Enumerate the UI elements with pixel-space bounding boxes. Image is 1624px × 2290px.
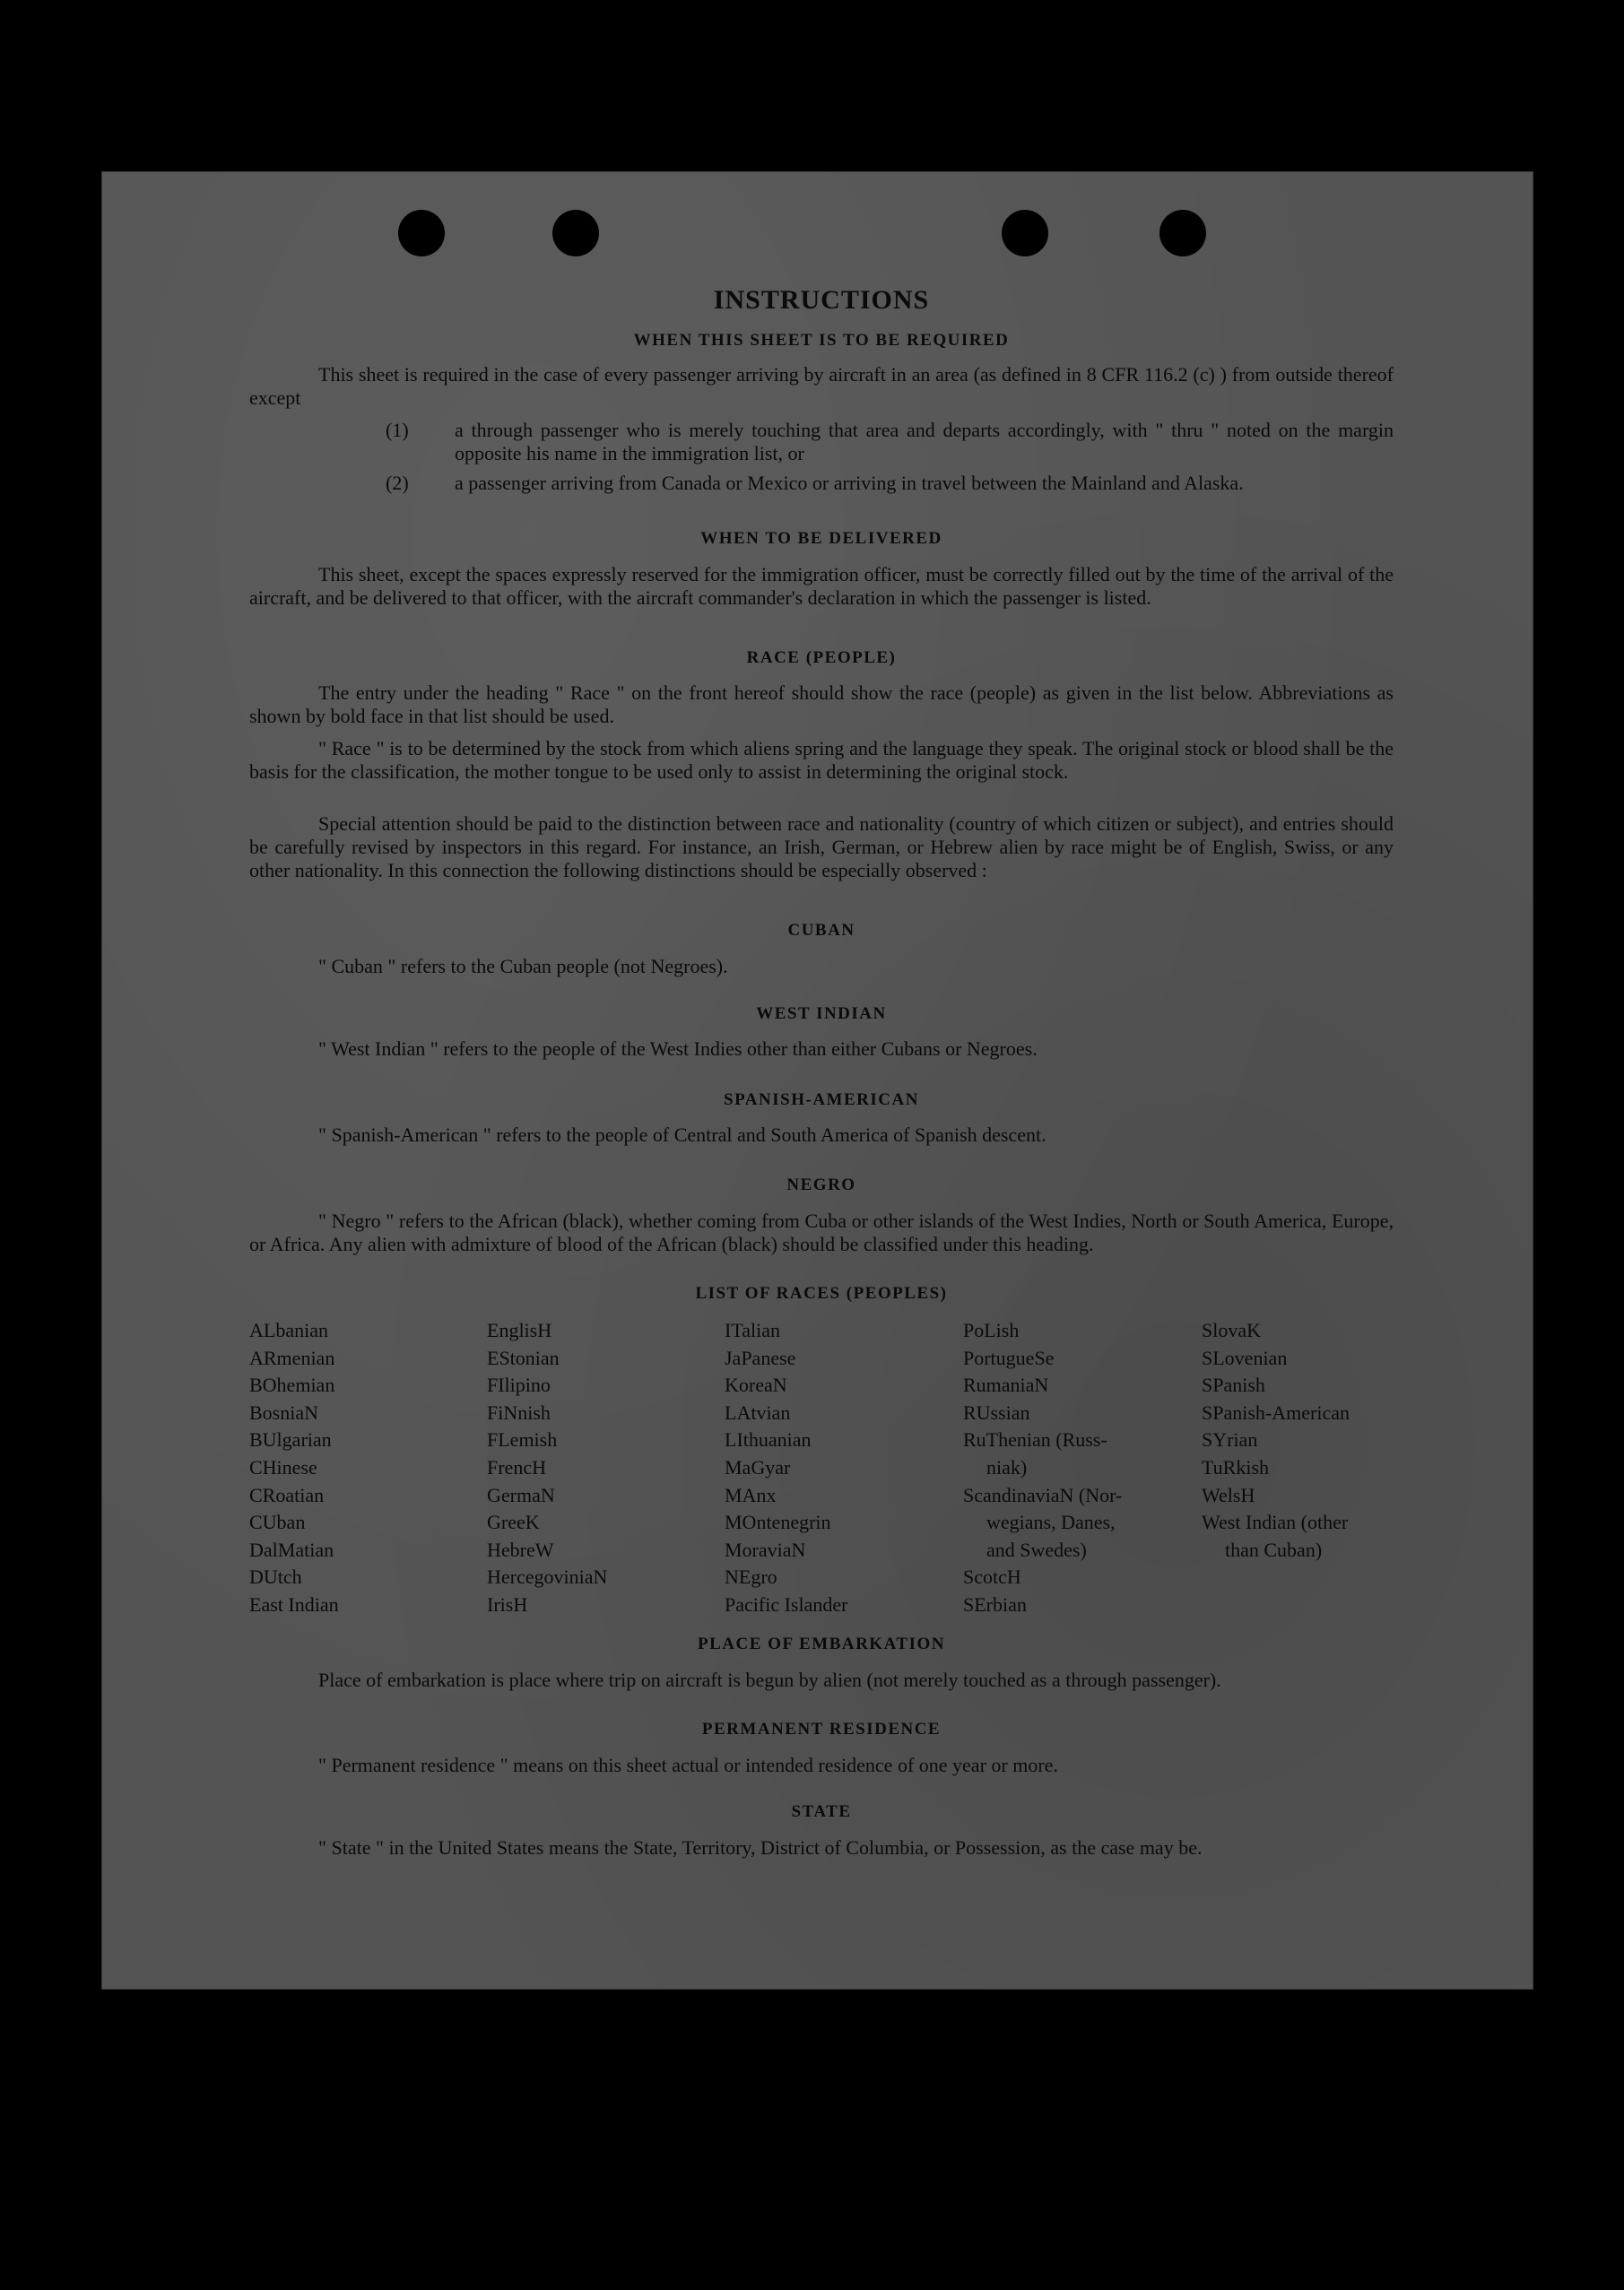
race-entry: MoraviaN bbox=[725, 1538, 806, 1561]
race-entry: FIlipino bbox=[487, 1374, 551, 1397]
race-entry: ITalian bbox=[725, 1319, 780, 1341]
race-column-1 bbox=[249, 1317, 339, 1619]
race-entry: BosniaN bbox=[249, 1401, 318, 1424]
race-entry: SPanish bbox=[1202, 1374, 1265, 1397]
race-entry: SlovaK bbox=[1202, 1319, 1261, 1341]
race-entry: KoreaN bbox=[725, 1374, 787, 1397]
race-entry: PortugueSe bbox=[963, 1346, 1055, 1369]
race-entry: CRoatian bbox=[249, 1483, 325, 1506]
embarkation-text: Place of embarkation is place where trip on aircraft is begun by alien (not merely touched as a through passenger). bbox=[318, 1669, 1221, 1691]
race-entry: WelsH bbox=[1202, 1483, 1255, 1506]
spanish-american-text: " Spanish-American " refers to the people of Central and South America of Spanish descent. bbox=[318, 1123, 1046, 1146]
cuban-text: " Cuban " refers to the Cuban people (not Negroes). bbox=[318, 955, 728, 977]
race-entry: SLovenian bbox=[1202, 1346, 1288, 1369]
section-heading-required: WHEN THIS SHEET IS TO BE REQUIRED bbox=[633, 331, 1010, 350]
race-paragraph-3: Special attention should be paid to the distinction between race and nationality (country of which citizen or subject), and entries should be carefully revised by inspectors in this regard. For instance, an Irish, German, or Hebrew alien by race might be of English, Swiss, or any other nationality. In this connection the following distinctions should be especially observed : bbox=[249, 812, 1394, 881]
race-entry: RumaniaN bbox=[963, 1374, 1049, 1397]
race-entry: CUban bbox=[249, 1511, 306, 1534]
race-entry-continued: niak) bbox=[986, 1455, 1028, 1479]
race-entry: RuThenian (Russ- bbox=[963, 1428, 1107, 1452]
exception-text: a through passenger who is merely touching that area and departs accordingly, with " thru " noted on the margin opposite his name in the immigration list, or bbox=[455, 419, 1394, 464]
required-intro: This sheet is required in the case of every passenger arriving by aircraft in an area (as defined in 8 CFR 116.2 (c) ) from outside thereof except bbox=[249, 363, 1394, 409]
race-entry: HebreW bbox=[487, 1538, 554, 1561]
race-entry: LAtvian bbox=[725, 1401, 791, 1424]
race-entry: West Indian (other bbox=[1202, 1511, 1349, 1534]
race-entry: HercegoviniaN bbox=[487, 1566, 608, 1589]
section-heading-embarkation: PLACE OF EMBARKATION bbox=[698, 1635, 945, 1653]
race-entry-continued: and Swedes) bbox=[986, 1538, 1087, 1561]
race-column-4 bbox=[963, 1317, 1122, 1619]
race-entry: GreeK bbox=[487, 1511, 540, 1534]
race-entry: ScotcH bbox=[963, 1566, 1021, 1589]
race-column-3 bbox=[725, 1317, 847, 1619]
section-heading-race: RACE (PEOPLE) bbox=[746, 648, 897, 667]
residence-text: " Permanent residence " means on this sheet actual or intended residence of one year or more. bbox=[318, 1754, 1058, 1776]
race-entry: EStonian bbox=[487, 1346, 560, 1369]
section-heading-negro: NEGRO bbox=[786, 1175, 856, 1194]
state-text: " State " in the United States means the State, Territory, District of Columbia, or Possession, as the case may be. bbox=[318, 1836, 1203, 1859]
document-title: INSTRUCTIONS bbox=[713, 285, 930, 315]
race-paragraph-2: " Race " is to be determined by the stock from which aliens spring and the language they speak. The original stock or blood shall be the basis for the classification, the mother tongue to be used only to assist in determining the original stock. bbox=[249, 737, 1394, 783]
punch-hole bbox=[552, 210, 599, 256]
race-entry: SYrian bbox=[1202, 1428, 1258, 1452]
race-entry: SPanish-American bbox=[1202, 1401, 1350, 1424]
race-entry: DUtch bbox=[249, 1566, 302, 1589]
section-heading-races-list: LIST OF RACES (PEOPLES) bbox=[695, 1284, 948, 1303]
section-heading-state: STATE bbox=[791, 1802, 852, 1821]
race-entry: NEgro bbox=[725, 1566, 777, 1589]
race-entry: MAnx bbox=[725, 1483, 777, 1506]
section-heading-residence: PERMANENT RESIDENCE bbox=[701, 1720, 942, 1739]
race-column-2 bbox=[487, 1317, 607, 1619]
race-entry: ALbanian bbox=[249, 1319, 328, 1341]
exception-item-1 bbox=[386, 419, 1394, 465]
exception-number: (1) bbox=[386, 419, 409, 441]
race-column-5 bbox=[1202, 1317, 1350, 1564]
race-entry: FLemish bbox=[487, 1428, 558, 1452]
race-entry-continued: wegians, Danes, bbox=[986, 1511, 1116, 1534]
race-entry: EnglisH bbox=[487, 1319, 552, 1341]
punch-hole bbox=[1002, 210, 1048, 256]
race-entry: FiNnish bbox=[487, 1401, 551, 1424]
race-entry: SErbian bbox=[963, 1592, 1027, 1616]
race-entry: MOntenegrin bbox=[725, 1511, 831, 1534]
race-entry: ScandinaviaN (Nor- bbox=[963, 1483, 1123, 1506]
race-entry: RUssian bbox=[963, 1401, 1030, 1424]
race-entry: GermaN bbox=[487, 1483, 555, 1506]
punch-hole bbox=[398, 210, 445, 256]
race-entry: East Indian bbox=[249, 1592, 339, 1616]
race-entry-continued: than Cuban) bbox=[1225, 1538, 1323, 1561]
race-entry: IrisH bbox=[487, 1592, 528, 1616]
race-paragraph-1: The entry under the heading " Race " on the front hereof should show the race (people) as given in the list below. Abbreviations as shown by bold face in that list should be used. bbox=[249, 681, 1394, 727]
exception-number: (2) bbox=[386, 472, 409, 494]
section-heading-spanish-american: SPANISH-AMERICAN bbox=[724, 1090, 919, 1109]
delivered-text: This sheet, except the spaces expressly reserved for the immigration officer, must be correctly filled out by the time of the arrival of the aircraft, and be delivered to that officer, with the aircraft commander's declaration in which the passenger is listed. bbox=[249, 563, 1394, 609]
race-entry: DalMatian bbox=[249, 1538, 334, 1561]
race-entry: Pacific Islander bbox=[725, 1592, 848, 1616]
west-indian-text: " West Indian " refers to the people of the West Indies other than either Cubans or Negroes. bbox=[318, 1037, 1038, 1060]
race-entry: TuRkish bbox=[1202, 1455, 1270, 1479]
race-entry: BUlgarian bbox=[249, 1428, 332, 1452]
exception-text: a passenger arriving from Canada or Mexico or arriving in travel between the Mainland and Alaska. bbox=[455, 472, 1244, 494]
section-heading-delivered: WHEN TO BE DELIVERED bbox=[700, 529, 942, 548]
race-entry: JaPanese bbox=[725, 1346, 796, 1369]
race-entry: PoLish bbox=[963, 1319, 1020, 1341]
race-entry: MaGyar bbox=[725, 1455, 791, 1479]
race-entry: LIthuanian bbox=[725, 1428, 812, 1452]
punch-hole bbox=[1159, 210, 1206, 256]
race-entry: FrencH bbox=[487, 1455, 546, 1479]
section-heading-cuban: CUBAN bbox=[787, 921, 855, 940]
negro-text: " Negro " refers to the African (black), whether coming from Cuba or other islands of the West Indies, North or South America, Europe, or Africa. Any alien with admixture of blood of the African (black) should be classified under this heading. bbox=[249, 1210, 1394, 1255]
race-entry: ARmenian bbox=[249, 1346, 335, 1369]
exception-item-2 bbox=[386, 472, 1394, 495]
race-entry: BOhemian bbox=[249, 1374, 335, 1397]
race-entry: CHinese bbox=[249, 1455, 317, 1479]
section-heading-west-indian: WEST INDIAN bbox=[756, 1004, 887, 1023]
